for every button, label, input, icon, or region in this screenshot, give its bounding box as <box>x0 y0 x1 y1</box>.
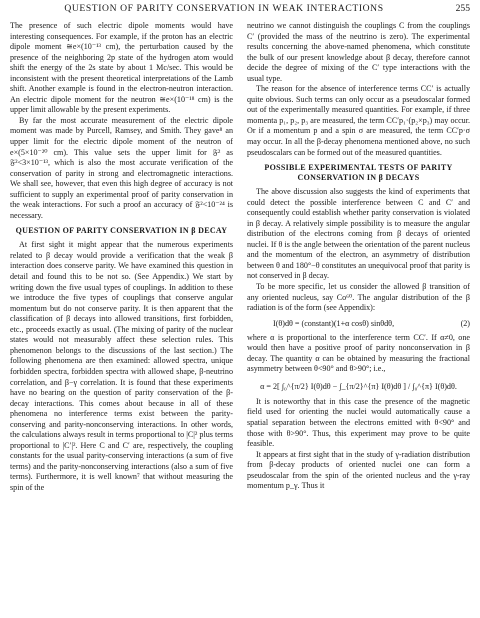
paragraph: The presence of such electric dipole moments would have interesting consequences. For example, if the proton has an electric dipole moment ≅e×(10⁻¹³ cm), the perturbation caused by the presence of the neighboring 2p state of the hydrogen atom would shift the energy of the 2s state by about 1 Mc/sec. This would be inconsistent with the present theoretical interpretations of the Lamb shift. Another example is found in the electron-neutron interaction. An electric dipole moment for the neutron ≅e×(10⁻¹⁸ cm) is the upper limit allowable by the present experiments. <box>10 21 233 115</box>
paragraph: neutrino we cannot distinguish the couplings C from the couplings C′ (provided the mass of the neutrino is zero). The experimental results concerning the above-named phenomena, which constitute the bulk of our present knowledge about β decay, therefore cannot decide the degree of mixing of the C′ type interactions with the usual type. <box>247 21 470 83</box>
paragraph: It is noteworthy that in this case the presence of the magnetic field used for orienting the nuclei would automatically cause a spatial separation between the electrons emitted with θ<90° and those with θ>90°. Thus, this experiment may prove to be quite feasible. <box>247 396 470 449</box>
paragraph: At first sight it might appear that the numerous experiments related to β decay would provide a verification that the weak β interaction does conserve parity. We have examined this question in detail and found this to be not so. (See Appendix.) We start by writing down the five usual types of couplings. In addition to these we introduce the five types of couplings that conserve angular momentum but do not conserve parity. It is then apparent that the classification of β decays into allowed transitions, first forbidden, etc., proceeds exactly as usual. (The mixing of parity of the nuclear states would not measurably affect these selection rules. This phenomenon belongs to the discussions of the last section.) The following phenomena are then examined: allowed spectra, unique forbidden spectra, forbidden spectra with allowed shape, β-neutrino correlation, and β−γ correlation. It is found that these experiments have no bearing on the question of parity conservation of the β-decay interactions. This comes about because in all of these phenomena no interference terms exist between the parity-conserving and parity-nonconserving interactions. In other words, the calculations always result in terms proportional to |C|² plus terms proportional to |C′|². Here C and C′ are, respectively, the coupling constants for the usual parity-conserving interactions (a sum of five terms) and the parity-nonconserving interactions (also a sum of five terms). Furthermore, it is well known⁷ that without measuring the spin of the <box>10 240 233 492</box>
equation-body: I(θ)dθ = (constant)(1+α cosθ) sinθdθ, <box>273 318 395 328</box>
equation-body: α = 2[ ∫₀^{π/2} I(θ)dθ − ∫_{π/2}^{π} I(θ)dθ ] / ∫₀^{π} I(θ)dθ. <box>260 381 457 391</box>
running-title: QUESTION OF PARITY CONSERVATION IN WEAK INTERACTIONS <box>64 3 384 14</box>
two-column-body <box>10 21 470 494</box>
right-column <box>247 21 470 494</box>
paragraph: To be more specific, let us consider the allowed β transition of any oriented nucleus, say Co⁶⁰. The angular distribution of the β radiation is of the form (see Appendix): <box>247 282 470 313</box>
paragraph: where α is proportional to the interference term CC′. If α≠0, one would then have a positive proof of parity nonconservation in β decay. The quantity α can be obtained by measuring the fractional asymmetry between θ<90° and θ>90°; i.e., <box>247 332 470 374</box>
left-column <box>10 21 233 494</box>
equation-2 <box>247 318 470 329</box>
equation-number: (2) <box>460 318 470 328</box>
paragraph: It appears at first sight that in the study of γ-radiation distribution from β-decay products of oriented nuclei one can form a pseudoscalar from the spin of the oriented nucleus and the γ-ray momentum p_γ. Thus it <box>247 449 470 491</box>
paragraph: The reason for the absence of interference terms CC′ is actually quite obvious. Such terms can only occur as a pseudoscalar formed out of the experimentally measured quantities. For example, if three momenta p₁, p₂, p₃ are measured, the term CC′p₁·(p₂×p₃) may occur. Or if a momentum p and a spin σ are measured, the term CC′p·σ may occur. In all the β-decay phenomena mentioned above, no such pseudoscalars can be formed out of the measured quantities. <box>247 84 470 157</box>
running-header <box>10 3 470 21</box>
section-heading: QUESTION OF PARITY CONSERVATION IN β DECAY <box>15 226 228 236</box>
paragraph: By far the most accurate measurement of the electric dipole moment was made by Purcell, Ramsey, and Smith. They gave⁸ an upper limit for the electric dipole moment of the neutron of e×(5×10⁻²⁰ cm). This value sets the upper limit for 𝔉² as 𝔉²<3×10⁻¹³, which is also the most accurate verification of the conservation of parity in strong and electromagnetic interactions. We shall see, however, that even this high degree of accuracy is not sufficient to supply an experimental proof of parity conservation in the weak interactions. For such a proof an accuracy of 𝔉²<10⁻²⁴ is necessary. <box>10 115 233 220</box>
section-heading: POSSIBLE EXPERIMENTAL TESTS OF PARITY CONSERVATION IN β DECAYS <box>264 163 453 183</box>
paragraph: The above discussion also suggests the kind of experiments that could detect the possible interference between C and C′ and consequently could establish whether parity conservation is violated in β decay. A relatively simple possibility is to measure the angular distribution of the electrons coming from β decays of oriented nuclei. If θ is the angle between the orientation of the parent nucleus and the momentum of the electron, an asymmetry of distribution between θ and 180°−θ constitutes an unequivocal proof that parity is not conserved in β decay. <box>247 187 470 281</box>
equation-asymmetry <box>247 381 470 392</box>
page-number: 255 <box>455 3 470 14</box>
